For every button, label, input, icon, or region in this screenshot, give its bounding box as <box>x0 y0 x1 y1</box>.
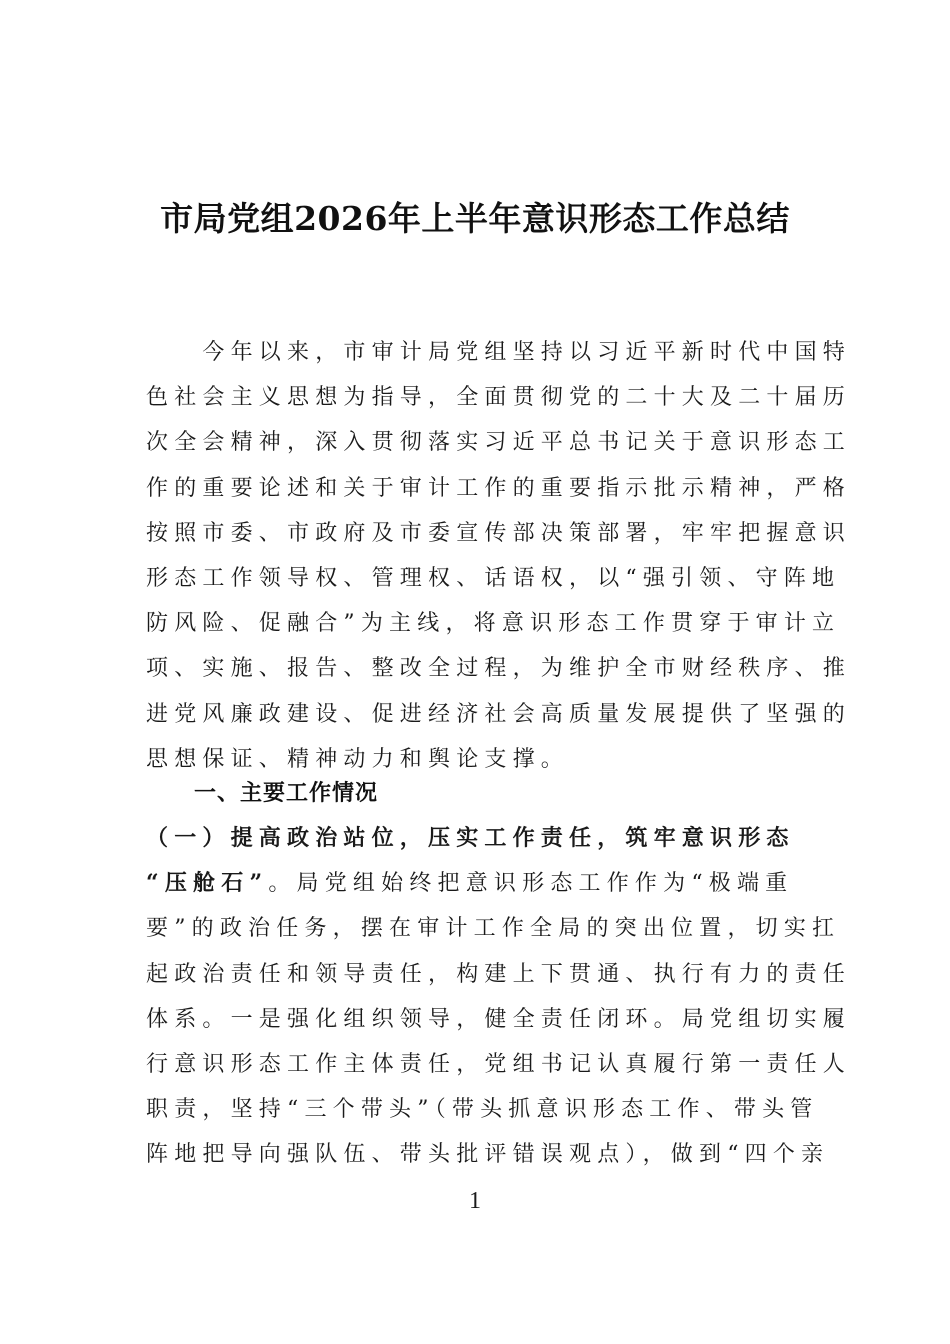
text-line: 项、实施、报告、整改全过程，为维护全市财经秩序、推 <box>146 656 852 682</box>
subsection-heading-tail: “压舱石” <box>146 870 269 897</box>
text-line: 阵地把导向强队伍、带头批评错误观点），做到“四个亲 <box>146 1142 830 1168</box>
subsection-paragraph <box>146 816 852 1178</box>
text-run: 。局党组始终把意识形态工作作为“极端重 <box>268 871 794 897</box>
document-title: 市局党组2026年上半年意识形态工作总结 <box>160 199 790 238</box>
text-line: 进党风廉政建设、促进经济社会高质量发展提供了坚强的 <box>146 701 852 727</box>
text-line <box>146 861 805 906</box>
text-line: 形态工作领导权、管理权、话语权，以“强引领、守阵地 <box>146 565 841 591</box>
text-line: 色社会主义思想为指导，全面贯彻党的二十大及二十届历 <box>146 385 852 411</box>
text-line: 作的重要论述和关于审计工作的重要指示批示精神，严格 <box>146 475 852 501</box>
text-line: 要”的政治任务，摆在审计工作全局的突出位置，切实扛 <box>146 916 841 942</box>
subsection-heading: （一）提高政治站位，压实工作责任，筑牢意识形态 <box>146 825 795 851</box>
page-number: 1 <box>469 1188 481 1214</box>
section-heading: 一、主要工作情况 <box>194 781 379 806</box>
text-line: 起政治责任和领导责任，构建上下贯通、执行有力的责任 <box>146 961 852 987</box>
text-line: 次全会精神，深入贯彻落实习近平总书记关于意识形态工 <box>146 430 852 456</box>
intro-paragraph <box>146 330 852 782</box>
text-line: 防风险、促融合”为主线，将意识形态工作贯穿于审计立 <box>146 611 841 637</box>
text-line: 行意识形态工作主体责任，党组书记认真履行第一责任人 <box>146 1051 852 1077</box>
text-line: 体系。一是强化组织领导，健全责任闭环。局党组切实履 <box>146 1006 852 1032</box>
text-line: 职责，坚持“三个带头”（带头抓意识形态工作、带头管 <box>146 1097 819 1123</box>
text-line: 思想保证、精神动力和舆论支撑。 <box>146 746 570 772</box>
text-line <box>146 816 805 861</box>
text-line: 按照市委、市政府及市委宣传部决策部署，牢牢把握意识 <box>146 520 852 546</box>
text-line: 今年以来，市审计局党组坚持以习近平新时代中国特 <box>146 340 852 365</box>
